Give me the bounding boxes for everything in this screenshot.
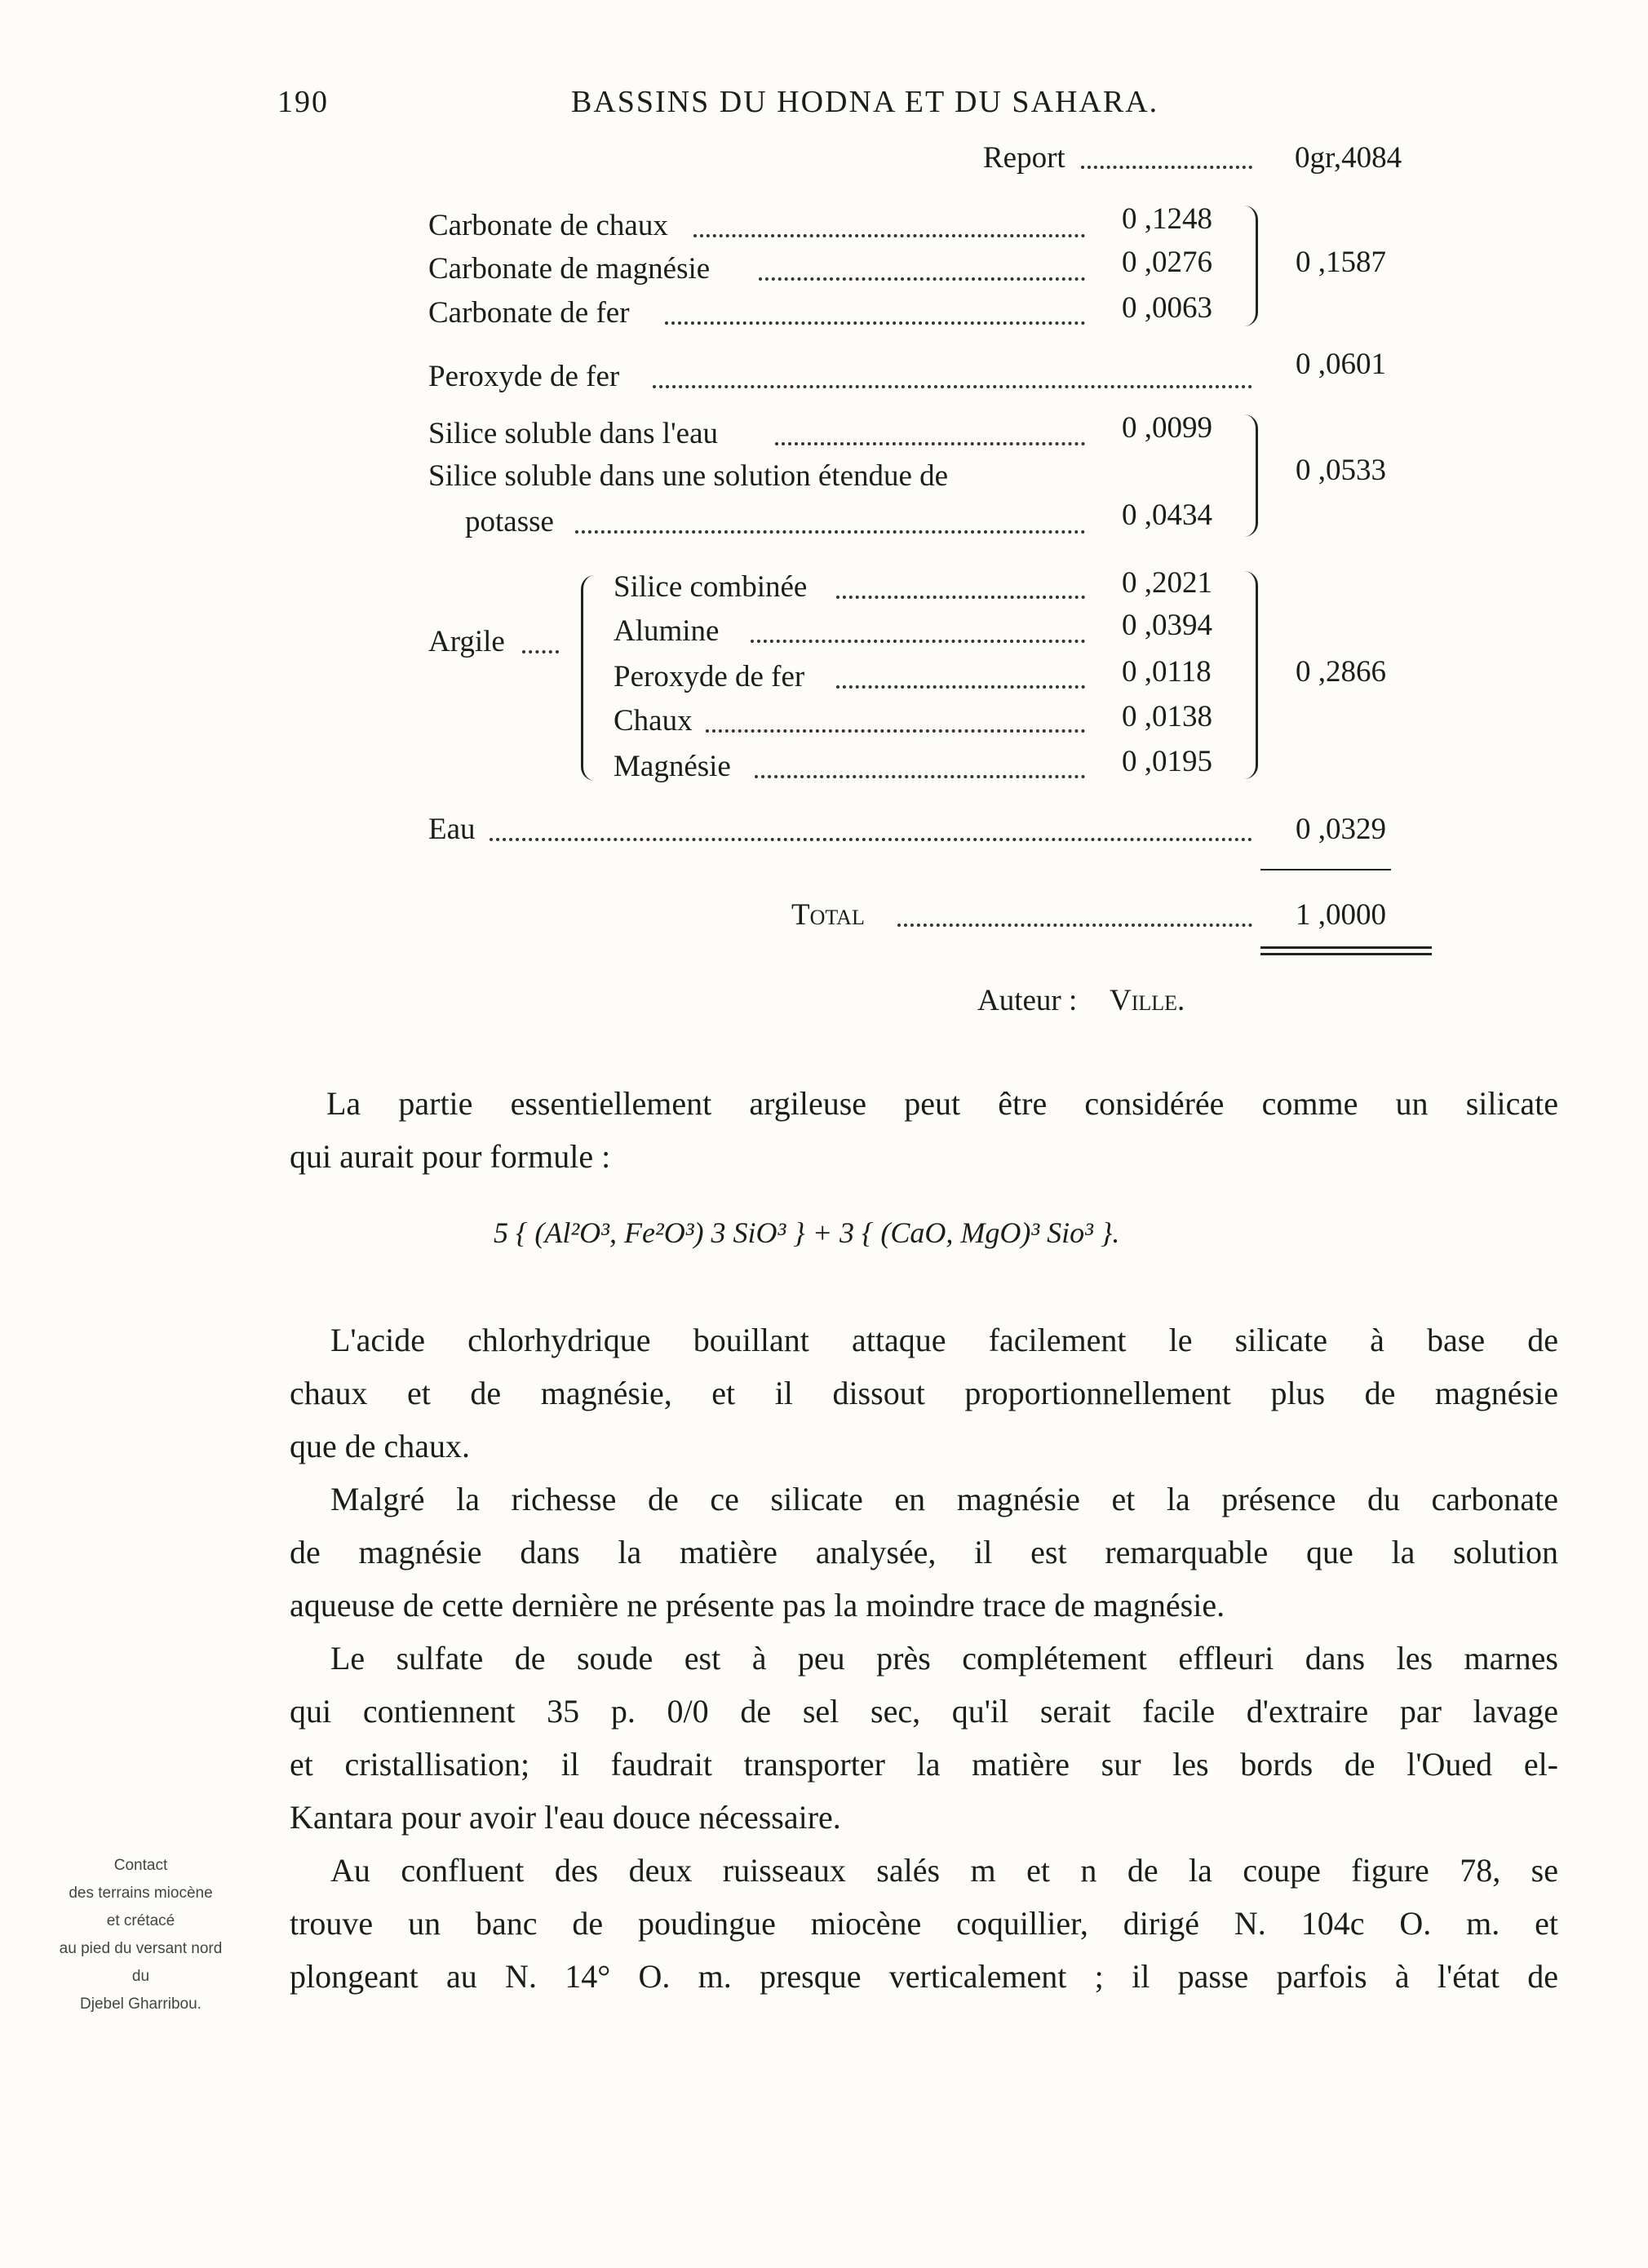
- row-label: potasse: [465, 505, 554, 538]
- row-value: 0 ,0329: [1296, 813, 1386, 846]
- silicate-formula: 5 { (Al²O³, Fe²O³) 3 SiO³ } + 3 { (CaO, MgO)³ Sio³ }.: [494, 1216, 1120, 1249]
- text-line: aqueuse de cette dernière ne présente pas la moindre trace de magnésie.: [290, 1587, 1225, 1623]
- author-label: Auteur :: [977, 984, 1078, 1017]
- brace: [1244, 414, 1258, 537]
- text-line: chaux et de magnésie, et il dissout proportionnellement plus de magnésie: [290, 1375, 1558, 1411]
- margin-line: du: [131, 1968, 150, 1985]
- report-label: Report: [983, 141, 1065, 175]
- margin-line: Contact: [113, 1857, 168, 1874]
- row-value: 0 ,0276: [1122, 246, 1212, 279]
- text-line: Kantara pour avoir l'eau douce nécessaire.: [290, 1799, 841, 1836]
- row-value: 0 ,0099: [1122, 411, 1212, 445]
- row-label: Carbonate de fer: [428, 296, 630, 330]
- total-label: Total: [791, 898, 865, 932]
- leader-dots: [693, 234, 1085, 237]
- margin-line: des terrains miocène: [69, 1885, 213, 1902]
- double-rule: [1260, 946, 1432, 949]
- row-label: Silice soluble dans une solution étendue de: [428, 459, 949, 493]
- text-line: trouve un banc de poudingue miocène coquillier, dirigé N. 104c O. m. et: [290, 1905, 1558, 1942]
- leader-dots: [897, 924, 1252, 927]
- leader-dots: [1081, 166, 1252, 169]
- sum-rule: [1260, 869, 1391, 870]
- leader-dots: [775, 442, 1085, 445]
- text-line: qui contiennent 35 p. 0/0 de sel sec, qu'il serait facile d'extraire par lavage: [290, 1693, 1558, 1730]
- author-name: Ville.: [1110, 984, 1185, 1017]
- group-total: 0 ,0533: [1296, 454, 1386, 487]
- row-label: Peroxyde de fer: [428, 360, 620, 393]
- leader-dots: [836, 685, 1085, 689]
- text-line: Au confluent des deux ruisseaux salés m et n de la coupe figure 78, se: [330, 1852, 1558, 1889]
- leader-dots: [490, 838, 1252, 841]
- row-value: 0 ,0394: [1122, 609, 1212, 642]
- text-line: de magnésie dans la matière analysée, il est remarquable que la solution: [290, 1534, 1558, 1570]
- row-value: 0 ,0601: [1296, 348, 1386, 381]
- text-line: que de chaux.: [290, 1428, 471, 1464]
- text-line: Le sulfate de soude est à peu près complétement effleuri dans les marnes: [330, 1640, 1558, 1677]
- text-line: qui aurait pour formule :: [290, 1138, 611, 1175]
- margin-line: au pied du versant nord: [59, 1940, 223, 1957]
- row-label: Carbonate de chaux: [428, 209, 668, 242]
- row-value: 0 ,0063: [1122, 291, 1212, 325]
- row-label: Alumine: [614, 614, 720, 648]
- text-line: L'acide chlorhydrique bouillant attaque facilement le silicate à base de: [330, 1322, 1558, 1358]
- text-line: Malgré la richesse de ce silicate en magnésie et la présence du carbonate: [330, 1481, 1558, 1517]
- margin-note: [12, 1852, 269, 2018]
- row-label: Chaux: [614, 704, 693, 738]
- leader-dots: [755, 775, 1085, 778]
- text-line: plongeant au N. 14° O. m. presque verticalement ; il passe parfois à l'état de: [290, 1958, 1558, 1995]
- row-label: Silice combinée: [614, 570, 808, 604]
- total-value: 1 ,0000: [1296, 898, 1386, 932]
- row-value: 0 ,0434: [1122, 498, 1212, 532]
- leader-dots: [665, 321, 1085, 325]
- leader-dots: [759, 277, 1085, 281]
- brace: [1244, 206, 1258, 326]
- brace: [1244, 571, 1258, 779]
- running-title: BASSINS DU HODNA ET DU SAHARA.: [571, 85, 1159, 119]
- group-total: 0 ,1587: [1296, 246, 1386, 279]
- row-label: Silice soluble dans l'eau: [428, 417, 719, 450]
- leader-dots: [836, 596, 1085, 599]
- text-line: et cristallisation; il faudrait transporter la matière sur les bords de l'Oued el-: [290, 1746, 1558, 1783]
- margin-line: Djebel Gharribou.: [80, 1996, 202, 2013]
- leader-dots: [653, 385, 1252, 388]
- leader-dots: [751, 640, 1085, 643]
- leader-dots: [706, 729, 1085, 733]
- group-total: 0 ,2866: [1296, 655, 1386, 689]
- argile-label: Argile: [428, 625, 505, 658]
- row-label: Magnésie: [614, 750, 731, 783]
- row-label: Peroxyde de fer: [614, 660, 805, 693]
- page-number: 190: [277, 85, 329, 119]
- row-value: 0 ,0118: [1122, 655, 1212, 689]
- double-rule: [1260, 953, 1432, 955]
- row-label: Carbonate de magnésie: [428, 252, 711, 286]
- report-value: 0gr,4084: [1295, 141, 1402, 175]
- margin-line: et crétacé: [106, 1912, 175, 1929]
- leader-dots: [522, 650, 559, 653]
- row-value: 0 ,0195: [1122, 745, 1212, 778]
- row-label: Eau: [428, 813, 476, 846]
- leader-dots: [575, 530, 1085, 534]
- row-value: 0 ,2021: [1122, 566, 1212, 600]
- body-text: [290, 1077, 1558, 1183]
- row-value: 0 ,0138: [1122, 700, 1212, 733]
- text-line: La partie essentiellement argileuse peut être considérée comme un silicate: [326, 1085, 1558, 1122]
- paragraph: [290, 1313, 1558, 2003]
- row-value: 0 ,1248: [1122, 202, 1212, 236]
- brace: [581, 575, 595, 781]
